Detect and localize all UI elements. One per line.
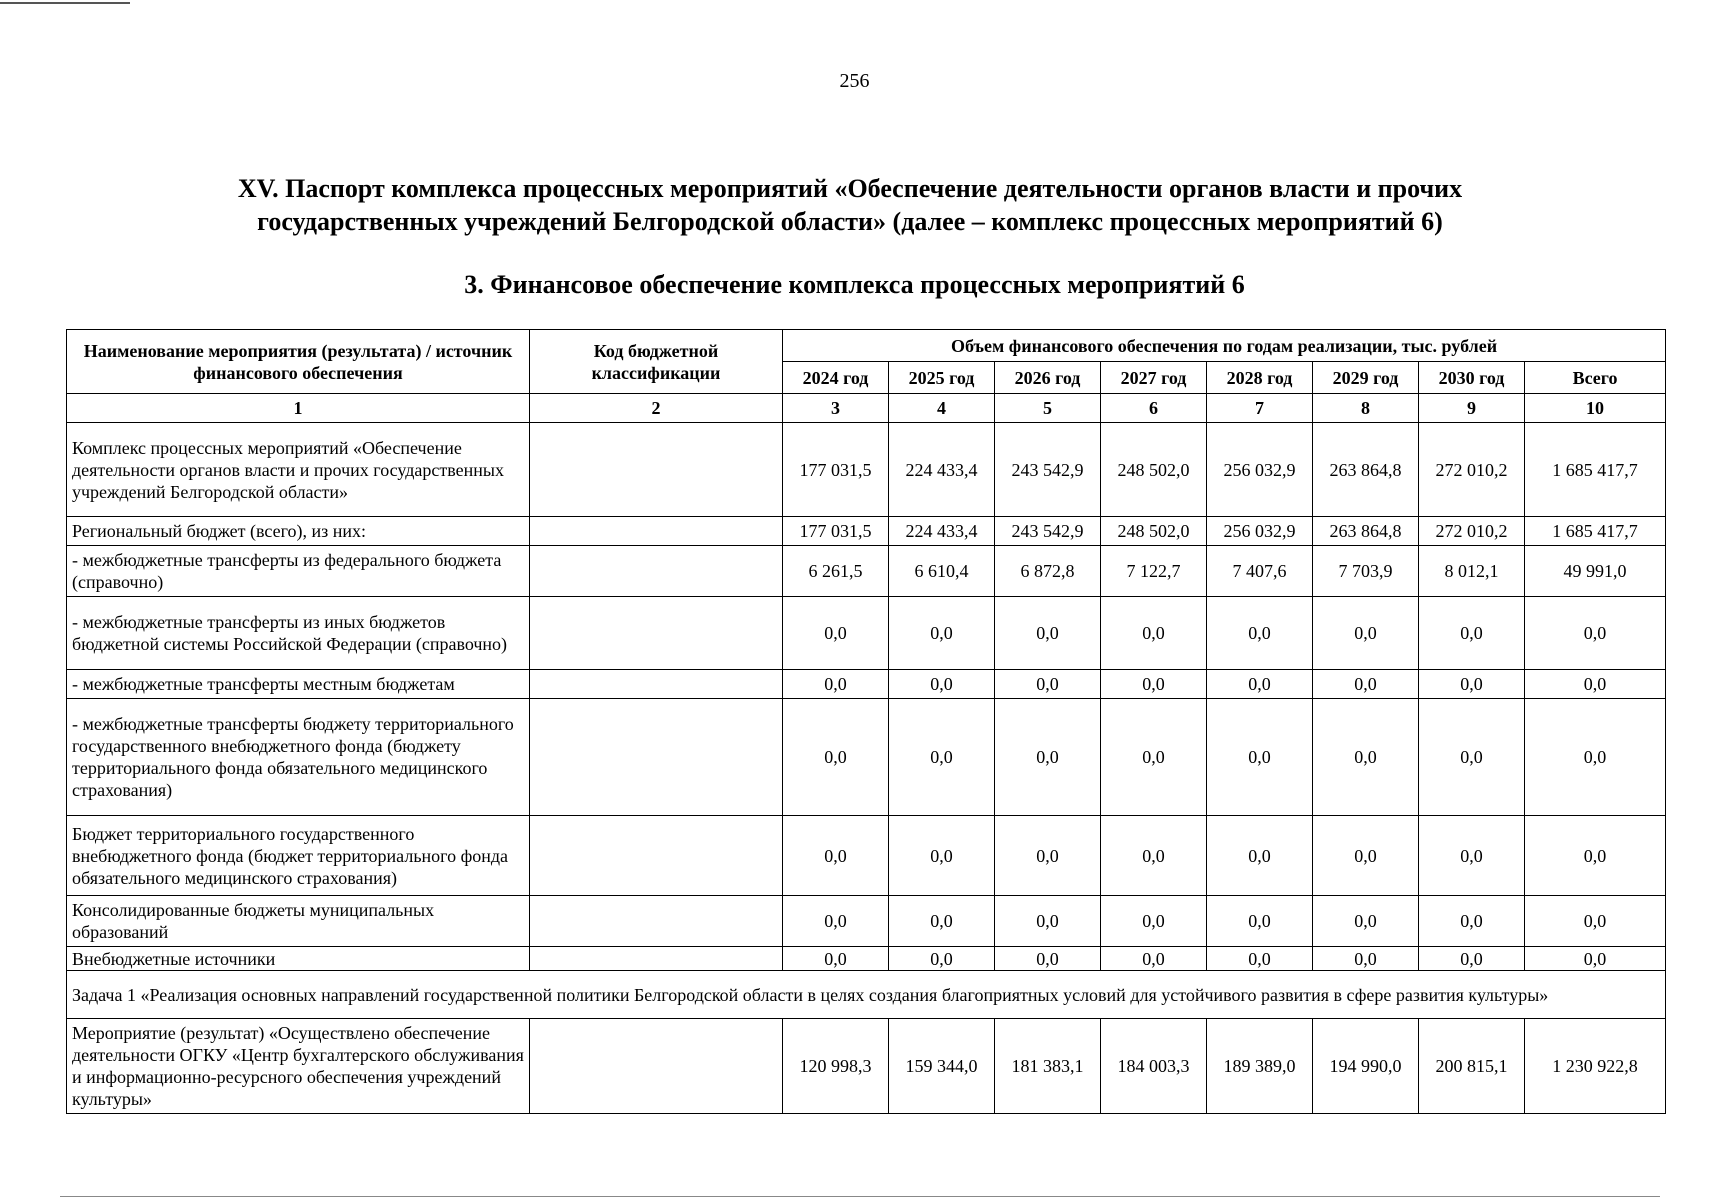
financing-table <box>66 329 1666 1114</box>
value-cell: 248 502,0 <box>1101 423 1207 517</box>
table-row <box>67 517 1666 546</box>
value-cell: 181 383,1 <box>995 1019 1101 1114</box>
table-body <box>67 394 1666 1114</box>
value-cell: 0,0 <box>889 699 995 816</box>
value-cell: 0,0 <box>1313 670 1419 699</box>
row-code <box>530 517 783 546</box>
row-code <box>530 597 783 670</box>
table-row <box>67 947 1666 971</box>
value-cell: 243 542,9 <box>995 517 1101 546</box>
header-year: 2026 год <box>995 362 1101 394</box>
value-cell: 0,0 <box>1313 597 1419 670</box>
header-year: 2029 год <box>1313 362 1419 394</box>
total-cell: 49 991,0 <box>1525 546 1666 597</box>
value-cell: 7 122,7 <box>1101 546 1207 597</box>
row-name: Консолидированные бюджеты муниципальных образований <box>67 896 530 947</box>
document-title-line-1: XV. Паспорт комплекса процессных мероприятий «Обеспечение деятельности органов власти и прочих <box>237 174 1463 203</box>
header-year: 2027 год <box>1101 362 1207 394</box>
value-cell: 184 003,3 <box>1101 1019 1207 1114</box>
row-name: - межбюджетные трансферты из федерального бюджета (справочно) <box>67 546 530 597</box>
value-cell: 0,0 <box>889 816 995 896</box>
value-cell: 0,0 <box>995 699 1101 816</box>
column-index: 3 <box>783 394 889 423</box>
value-cell: 0,0 <box>1101 670 1207 699</box>
value-cell: 7 407,6 <box>1207 546 1313 597</box>
column-index: 7 <box>1207 394 1313 423</box>
total-cell: 1 685 417,7 <box>1525 517 1666 546</box>
value-cell: 0,0 <box>1101 896 1207 947</box>
task-description: Задача 1 «Реализация основных направлений государственной политики Белгородской области в целях создания благоприятных условий для устойчивого развития в сфере развития культуры» <box>67 971 1666 1019</box>
column-index: 1 <box>67 394 530 423</box>
value-cell: 248 502,0 <box>1101 517 1207 546</box>
row-name: Мероприятие (результат) «Осуществлено обеспечение деятельности ОГКУ «Центр бухгалтерского обслуживания и информационно-ресурсного обеспечения учреждений культуры» <box>67 1019 530 1114</box>
total-cell: 0,0 <box>1525 699 1666 816</box>
section-title: 3. Финансовое обеспечение комплекса процессных мероприятий 6 <box>464 270 1245 299</box>
value-cell: 0,0 <box>1419 597 1525 670</box>
value-cell: 0,0 <box>1313 896 1419 947</box>
value-cell: 0,0 <box>1313 816 1419 896</box>
value-cell: 0,0 <box>783 816 889 896</box>
task-row <box>67 971 1666 1019</box>
value-cell: 6 872,8 <box>995 546 1101 597</box>
value-cell: 0,0 <box>1101 597 1207 670</box>
row-name: Внебюджетные источники <box>67 947 530 971</box>
table-row <box>67 597 1666 670</box>
row-code <box>530 670 783 699</box>
column-index: 2 <box>530 394 783 423</box>
value-cell: 0,0 <box>1419 896 1525 947</box>
value-cell: 0,0 <box>1207 597 1313 670</box>
table-row <box>67 423 1666 517</box>
value-cell: 0,0 <box>1207 947 1313 971</box>
row-code <box>530 1019 783 1114</box>
total-cell: 0,0 <box>1525 597 1666 670</box>
row-code <box>530 947 783 971</box>
header-year: 2025 год <box>889 362 995 394</box>
value-cell: 0,0 <box>889 670 995 699</box>
value-cell: 8 012,1 <box>1419 546 1525 597</box>
value-cell: 263 864,8 <box>1313 423 1419 517</box>
value-cell: 7 703,9 <box>1313 546 1419 597</box>
value-cell: 0,0 <box>1207 896 1313 947</box>
table-row <box>67 1019 1666 1114</box>
value-cell: 0,0 <box>1101 947 1207 971</box>
table-row <box>67 816 1666 896</box>
value-cell: 0,0 <box>889 947 995 971</box>
value-cell: 0,0 <box>783 896 889 947</box>
header-name-column: Наименование мероприятия (результата) / источник финансового обеспечения <box>67 330 530 394</box>
document-title-line-2: государственных учреждений Белгородской области» (далее – комплекс процессных мероприятий 6) <box>257 207 1443 236</box>
value-cell: 177 031,5 <box>783 517 889 546</box>
total-cell: 1 685 417,7 <box>1525 423 1666 517</box>
row-code <box>530 896 783 947</box>
row-code <box>530 546 783 597</box>
column-index: 9 <box>1419 394 1525 423</box>
column-index: 10 <box>1525 394 1666 423</box>
value-cell: 0,0 <box>1101 816 1207 896</box>
value-cell: 0,0 <box>889 896 995 947</box>
value-cell: 224 433,4 <box>889 423 995 517</box>
total-cell: 0,0 <box>1525 670 1666 699</box>
page-number: 256 <box>839 70 870 92</box>
value-cell: 0,0 <box>1207 699 1313 816</box>
value-cell: 0,0 <box>889 597 995 670</box>
value-cell: 0,0 <box>1419 947 1525 971</box>
value-cell: 0,0 <box>995 816 1101 896</box>
value-cell: 6 610,4 <box>889 546 995 597</box>
value-cell: 263 864,8 <box>1313 517 1419 546</box>
table-row <box>67 699 1666 816</box>
value-cell: 0,0 <box>1313 699 1419 816</box>
value-cell: 120 998,3 <box>783 1019 889 1114</box>
row-code <box>530 423 783 517</box>
value-cell: 0,0 <box>995 670 1101 699</box>
header-year: 2024 год <box>783 362 889 394</box>
column-index: 4 <box>889 394 995 423</box>
table-row <box>67 546 1666 597</box>
value-cell: 0,0 <box>1419 670 1525 699</box>
value-cell: 0,0 <box>1419 699 1525 816</box>
value-cell: 272 010,2 <box>1419 517 1525 546</box>
header-year: 2030 год <box>1419 362 1525 394</box>
table-row <box>67 670 1666 699</box>
value-cell: 0,0 <box>783 947 889 971</box>
value-cell: 256 032,9 <box>1207 423 1313 517</box>
value-cell: 256 032,9 <box>1207 517 1313 546</box>
header-code-column: Код бюджетной классификации <box>530 330 783 394</box>
bottom-scan-rule <box>60 1196 1660 1197</box>
row-name: Региональный бюджет (всего), из них: <box>67 517 530 546</box>
row-name: Комплекс процессных мероприятий «Обеспечение деятельности органов власти и прочих государственных учреждений Белгородской области» <box>67 423 530 517</box>
table-header <box>67 330 1666 394</box>
row-code <box>530 816 783 896</box>
column-index-row <box>67 394 1666 423</box>
row-code <box>530 699 783 816</box>
value-cell: 0,0 <box>783 699 889 816</box>
header-volume-column: Объем финансового обеспечения по годам реализации, тыс. рублей <box>783 330 1666 362</box>
total-cell: 0,0 <box>1525 947 1666 971</box>
total-cell: 0,0 <box>1525 896 1666 947</box>
header-year: 2028 год <box>1207 362 1313 394</box>
row-name: - межбюджетные трансферты из иных бюджетов бюджетной системы Российской Федерации (справочно) <box>67 597 530 670</box>
value-cell: 0,0 <box>1419 816 1525 896</box>
total-cell: 0,0 <box>1525 816 1666 896</box>
row-name: - межбюджетные трансферты местным бюджетам <box>67 670 530 699</box>
column-index: 6 <box>1101 394 1207 423</box>
table-row <box>67 896 1666 947</box>
total-cell: 1 230 922,8 <box>1525 1019 1666 1114</box>
column-index: 8 <box>1313 394 1419 423</box>
value-cell: 224 433,4 <box>889 517 995 546</box>
value-cell: 0,0 <box>783 670 889 699</box>
value-cell: 0,0 <box>995 597 1101 670</box>
value-cell: 0,0 <box>783 597 889 670</box>
value-cell: 0,0 <box>995 947 1101 971</box>
value-cell: 200 815,1 <box>1419 1019 1525 1114</box>
value-cell: 272 010,2 <box>1419 423 1525 517</box>
value-cell: 243 542,9 <box>995 423 1101 517</box>
row-name: - межбюджетные трансферты бюджету территориального государственного внебюджетного фонда (бюджету территориального фонда обязательного медицинского страхования) <box>67 699 530 816</box>
value-cell: 177 031,5 <box>783 423 889 517</box>
top-scan-rule <box>0 2 130 4</box>
value-cell: 189 389,0 <box>1207 1019 1313 1114</box>
value-cell: 0,0 <box>995 896 1101 947</box>
value-cell: 0,0 <box>1313 947 1419 971</box>
row-name: Бюджет территориального государственного внебюджетного фонда (бюджет территориального фонда обязательного медицинского страхования) <box>67 816 530 896</box>
header-total: Всего <box>1525 362 1666 394</box>
value-cell: 6 261,5 <box>783 546 889 597</box>
value-cell: 0,0 <box>1101 699 1207 816</box>
value-cell: 159 344,0 <box>889 1019 995 1114</box>
value-cell: 0,0 <box>1207 816 1313 896</box>
document-title <box>150 172 1550 238</box>
value-cell: 0,0 <box>1207 670 1313 699</box>
value-cell: 194 990,0 <box>1313 1019 1419 1114</box>
column-index: 5 <box>995 394 1101 423</box>
